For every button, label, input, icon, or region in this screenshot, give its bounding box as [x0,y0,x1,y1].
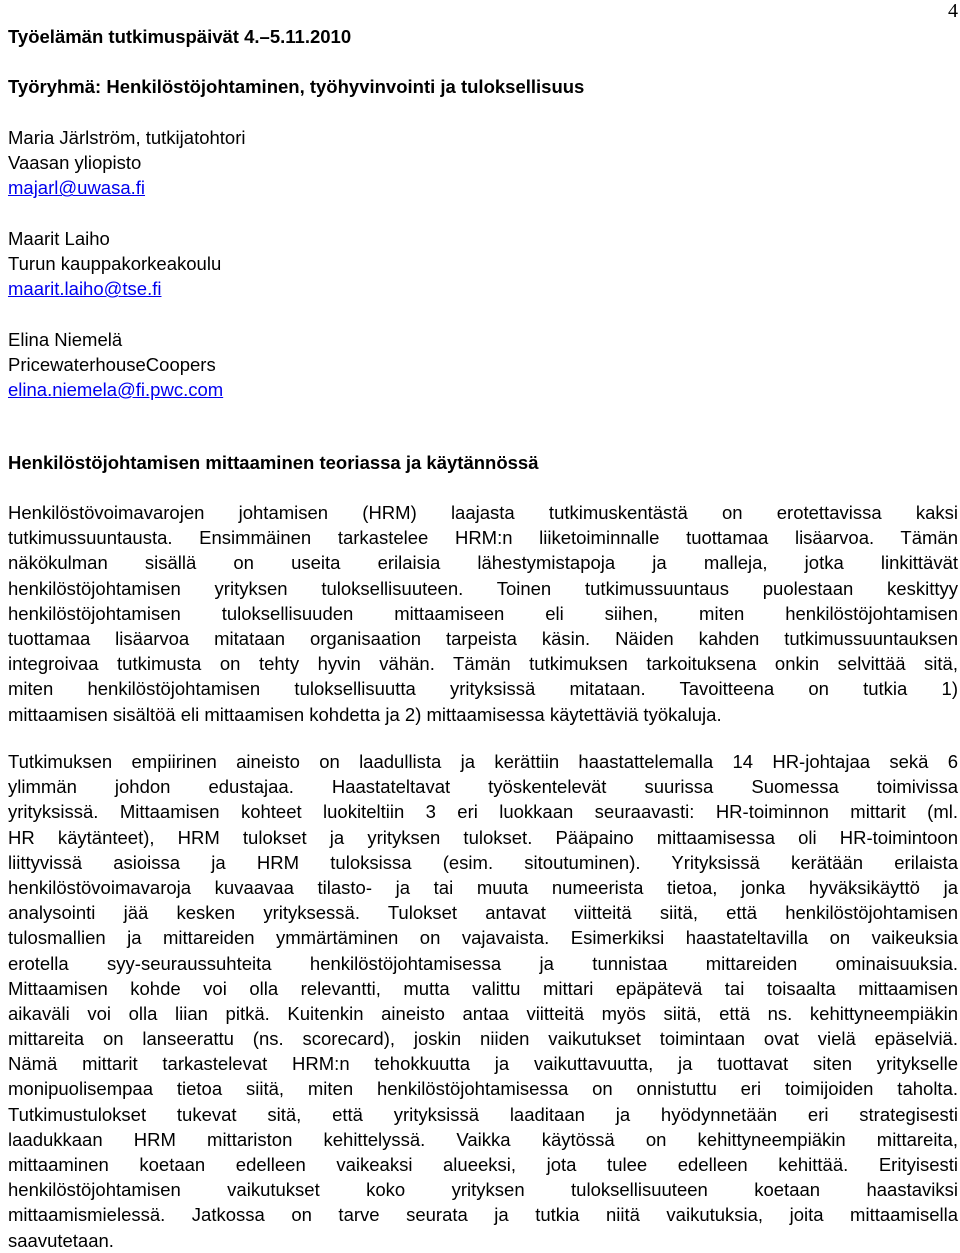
text-line: mittareita on lanseerattu (ns. scorecard), joskin niiden vaikutukset toimintaan ovat vielä epäselviä. [8,1028,958,1050]
text-line: liittyvissä asioissa ja HRM tuloksissa (esim. sitoutuminen). Yrityksissä kerätään erilaista [8,851,958,873]
working-group-title: Työryhmä: Henkilöstöjohtaminen, työhyvinvointi ja tuloksellisuus [8,76,585,97]
text-line: Henkilöstövoimavarojen johtamisen (HRM) laajasta tutkimuskentästä on erotettavissa kaksi [8,502,958,523]
text-line: erotella syy-seuraussuhteita henkilöstöjohtamisessa ja tunnistaa mittareiden ominaisuuksia. [8,952,958,974]
author-affiliation: Turun kauppakorkeakoulu [8,253,222,274]
text-line: yrityksissä. Mittaamisen kohteet luokiteltiin 3 eri luokkaan seuraavasti: HR-toiminnon mittarit (ml. [8,801,958,823]
text-line: mittaaminen koetaan edelleen vaikeaksi alueeksi, jota tulee edelleen kehittää. Erityisesti [8,1154,958,1175]
text-line: henkilöstöjohtamisen tuloksellisuuden mittaamiseen eli siihen, miten henkilöstöjohtamisen [8,602,958,624]
author-affiliation: PricewaterhouseCoopers [8,353,216,375]
text-line: henkilöstövoimavaroja kuvaavaa tilasto- ja tai muuta numeerista tietoa, jonka hyväksikäyttö ja [8,876,958,898]
text-line: miten henkilöstöjohtamisen tuloksellisuutta yrityksissä mitataan. Tavoitteena on tutkia 1) [8,678,958,700]
text-line: mittaamisen sisältöä eli mittaamisen kohdetta ja 2) mittaamisessa käytettäviä työkaluja. [8,703,722,725]
text-line: saavutetaan. [8,1229,114,1251]
text-line: analysointi jää kesken yrityksessä. Tulokset antavat viitteitä siitä, että henkilöstöjohtamisen [8,902,958,924]
author-block [8,226,245,302]
text-line: Tutkimuksen empiirinen aineisto on laadullista ja kerättiin haastattelemalla 14 HR-johtajaa sekä 6 [8,751,958,772]
text-line: mittaamismielessä. Jatkossa on tarve seurata ja tutkia niitä vaikutuksia, joita mittaamisella [8,1204,958,1226]
text-line: laadukkaan HRM mittariston kehittelyssä. Vaikka käytössä on kehittyneempiäkin mittareita, [8,1128,958,1150]
text-line: integroivaa tutkimusta on tehty hyvin vähän. Tämän tutkimuksen tarkoituksena onkin selvittää sitä, [8,653,958,675]
author-email-link[interactable]: elina.niemela@fi.pwc.com [8,379,224,400]
body-paragraph [8,749,958,1253]
text-line: näkökulman sisällä on useita erilaisia lähestymistapoja ja malleja, jotka linkittävät [8,552,958,574]
author-name: Maria Järlström, tutkijatohtori [8,127,246,148]
text-line: Tutkimustulokset tukevat sitä, että yrityksissä laaditaan ja hyödynnetään eri strategisesti [8,1103,958,1125]
text-line: aikaväli voi olla liian pitkä. Kuitenkin aineisto antaa viitteitä myös siitä, että ns. kehittyneempiäkin [8,1002,958,1024]
author-name: Maarit Laiho [8,227,110,249]
author-email-link[interactable]: majarl@uwasa.fi [8,177,146,199]
author-email-link[interactable]: maarit.laiho@tse.fi [8,278,162,300]
page-number: 4 [948,0,958,22]
body-paragraph [8,500,958,727]
text-line: henkilöstöjohtamisen yrityksen tuloksellisuuteen. Toinen tutkimussuuntaus puolestaan keskittyy [8,577,958,599]
text-line: tutkimussuuntausta. Ensimmäinen tarkastelee HRM:n liiketoiminnalle tuottamaa lisäarvoa. Tämän [8,527,958,549]
conference-header: Työelämän tutkimuspäivät 4.–5.11.2010 [8,26,352,47]
author-name: Elina Niemelä [8,328,123,350]
text-line: henkilöstöjohtamisen vaikutukset koko yrityksen tuloksellisuuteen koetaan haastaviksi [8,1179,958,1201]
text-line: HR käytänteet), HRM tulokset ja yrityksen tulokset. Pääpaino mittaamisessa oli HR-toimintoon [8,826,958,848]
text-line: Mittaamisen kohde voi olla relevantti, mutta valittu mittari epäpätevä tai toisaalta mittaamisen [8,977,958,999]
text-line: ylimmän johdon edustajaa. Haastateltavat työskentelevät suurissa Suomessa toimivissa [8,776,958,798]
author-block [8,327,245,403]
text-line: tuottamaa lisäarvoa mitataan organisaation tarpeista käsin. Näiden kahden tutkimussuuntauksen [8,627,958,649]
author-block [8,125,245,201]
author-affiliation: Vaasan yliopisto [8,152,142,174]
text-line: monipuolisempaa tietoa siitä, miten henkilöstöjohtamisessa on onnistuttu eri toimijoiden taholta. [8,1078,958,1100]
text-line: Nämä mittarit tarkastelevat HRM:n tehokkuutta ja vaikuttavuutta, ja tuottavat siten yritykselle [8,1053,958,1075]
author-list [8,125,245,427]
text-line: tulosmallien ja mittareiden ymmärtäminen on vajavaista. Esimerkiksi haastateltavilla on vaikeuksia [8,927,958,949]
section-title: Henkilöstöjohtamisen mittaaminen teoriassa ja käytännössä [8,452,539,473]
